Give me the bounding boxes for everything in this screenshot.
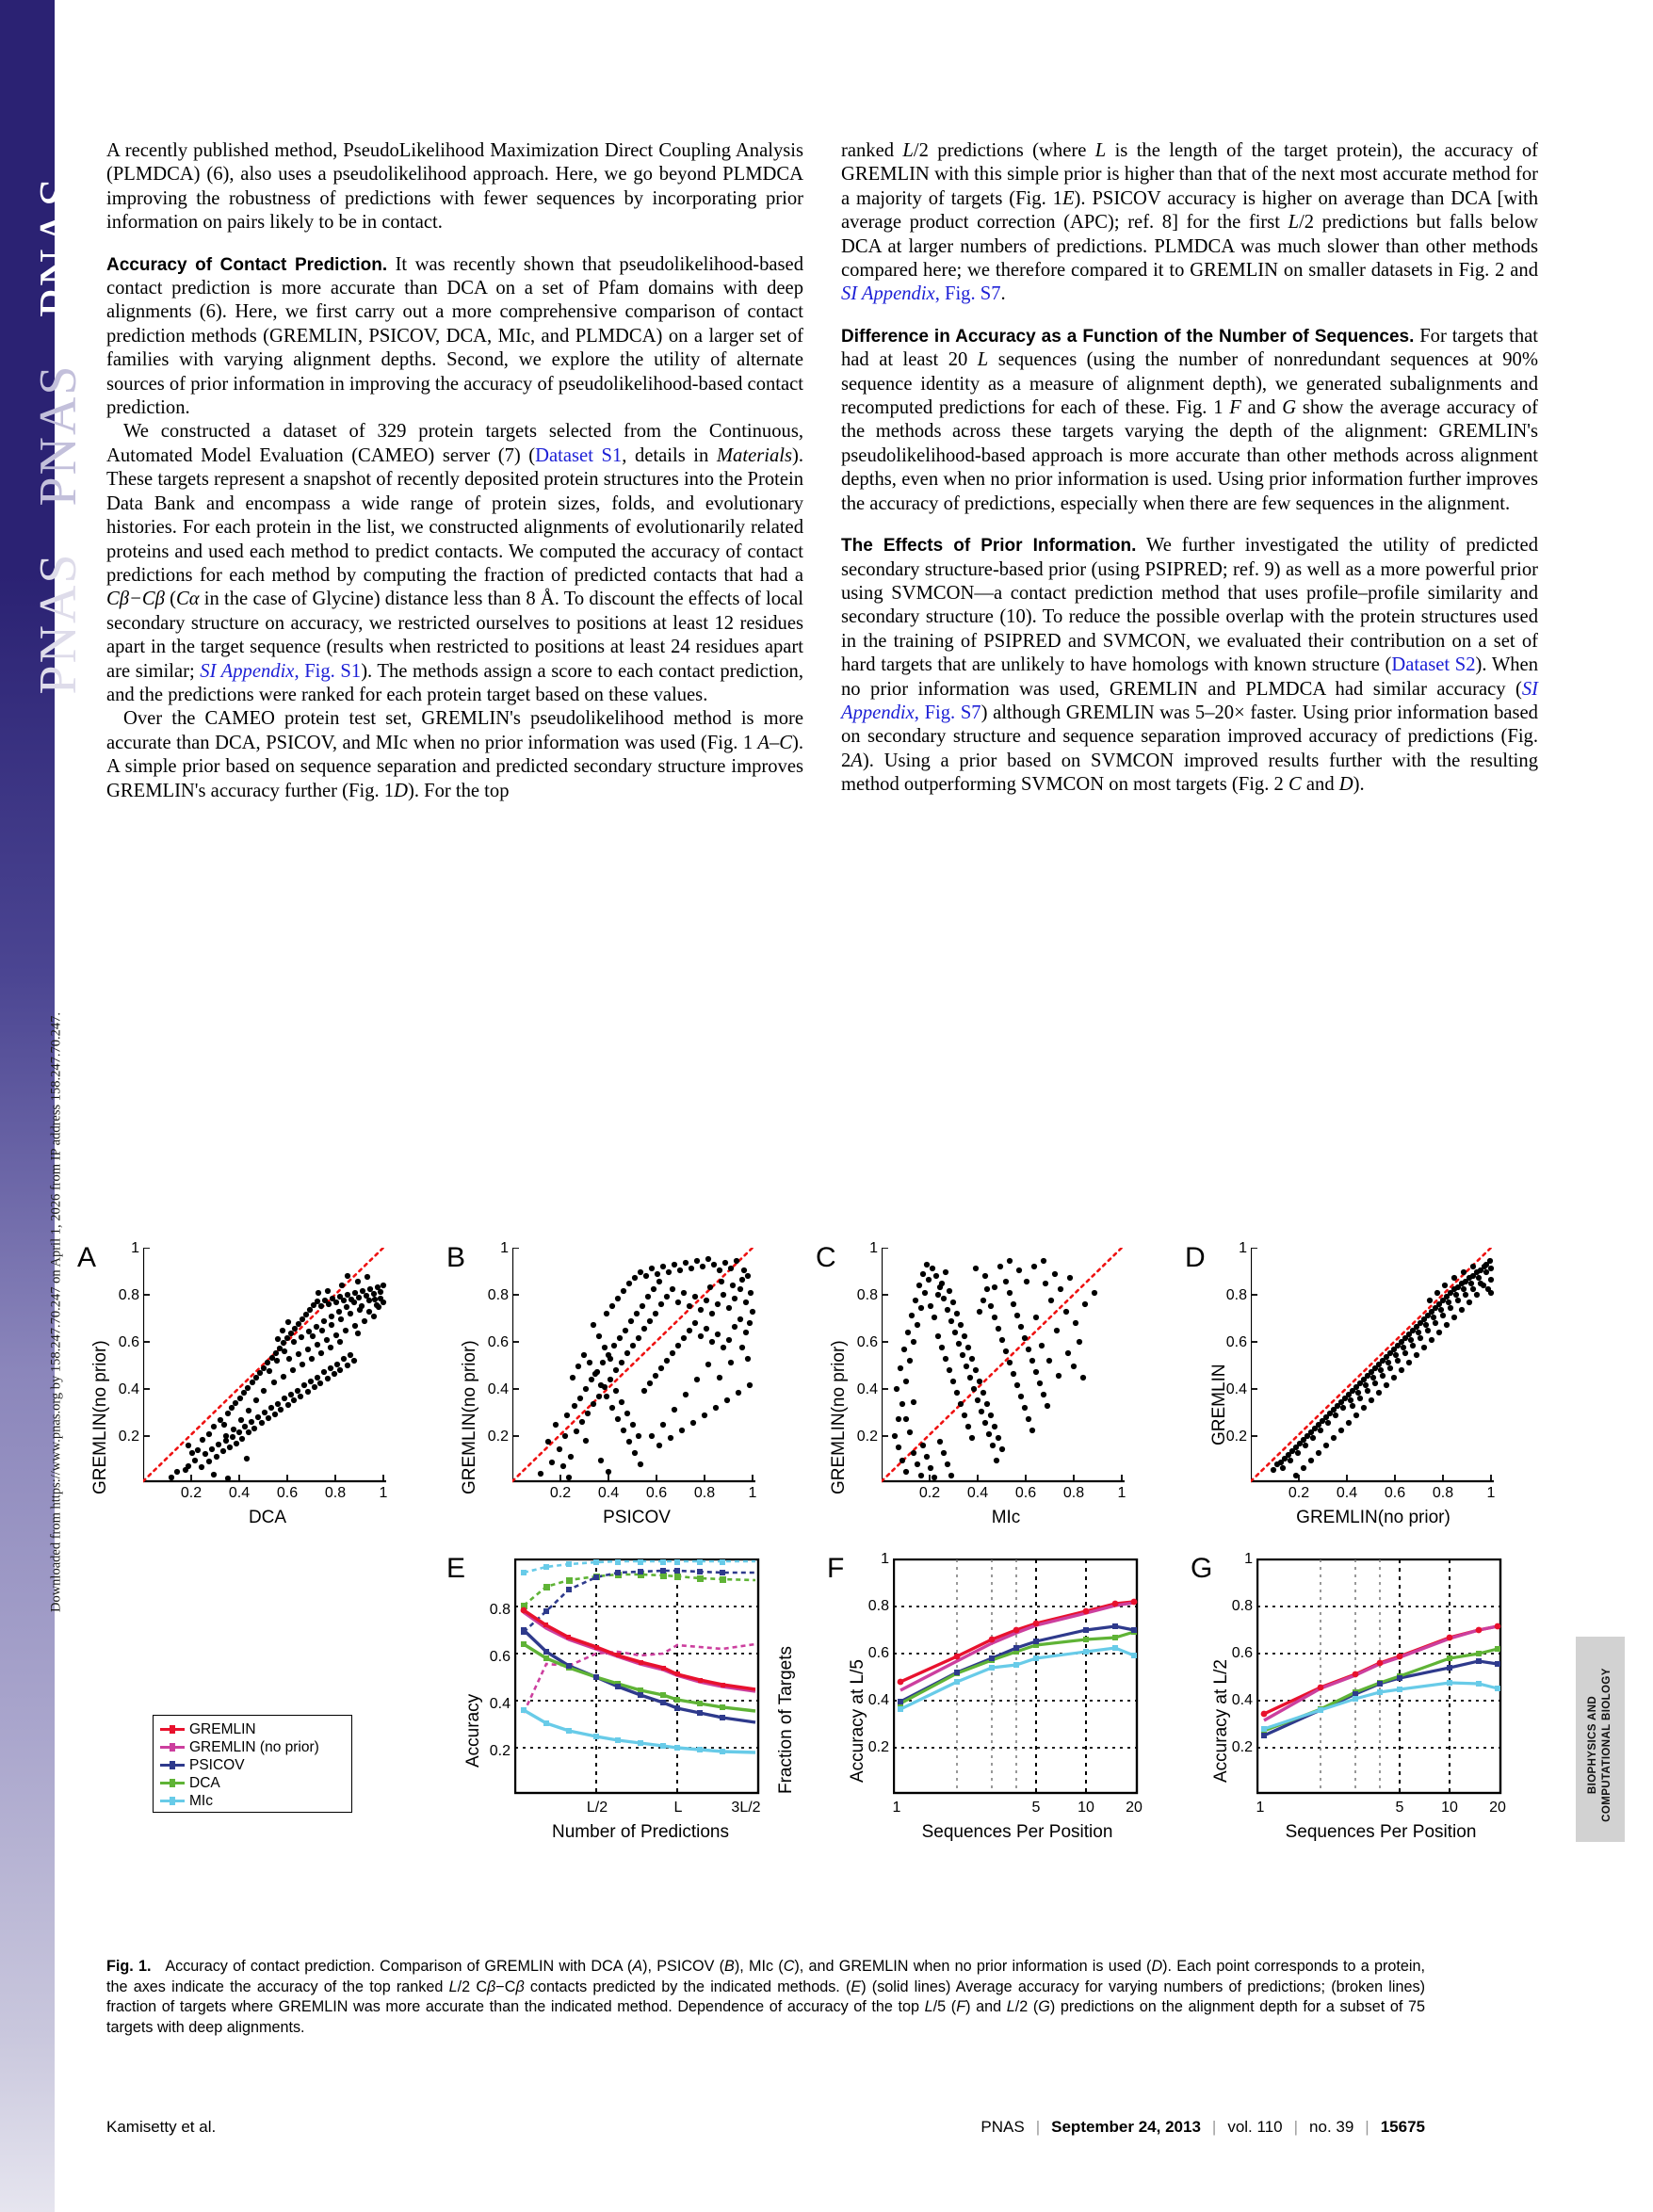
- panel-D-xtick-1: 1: [1486, 1485, 1496, 1501]
- panel-A-xtick-08: 0.8: [324, 1485, 347, 1501]
- panel-D-plot-area: [1251, 1248, 1496, 1483]
- download-provenance-note: Downloaded from https://www.pnas.org by 158.247.70.247 on April 1, 2026 from IP address 158.247.70.247.: [48, 1011, 64, 1613]
- link-si-appendix-fig-s7b[interactable]: SI Appendix: [841, 678, 1538, 723]
- panel-G-xtick-5: 5: [1395, 1800, 1404, 1816]
- panel-E-xtick-L: L: [673, 1800, 683, 1816]
- panel-A-letter: A: [77, 1242, 97, 1273]
- panel-C-ytick-08: 0.8: [856, 1287, 878, 1303]
- panel-C-ytick-1: 1: [869, 1240, 878, 1256]
- materials-ref: Materials: [716, 444, 792, 466]
- panel-F-xtick-10: 10: [1078, 1800, 1094, 1816]
- footer-date: September 24, 2013: [1051, 2118, 1201, 2136]
- figure-1: [77, 1240, 1564, 1940]
- pnas-logo-watermark-fade2: PNAS: [29, 552, 88, 695]
- panel-A-ytick-06: 0.6: [118, 1334, 139, 1350]
- panel-B-ylabel: GREMLIN(no prior): [460, 1340, 479, 1494]
- panel-D-ytick-06: 0.6: [1225, 1334, 1247, 1350]
- paragraph-dataset-construction: We constructed a dataset of 329 protein targets selected from the Continuous, Automated Model Evaluation (CAMEO) server (7) (Dataset S1, details in Materials). These targets represent a snapshot of recently deposited protein structures into the Protein Data Bank and encompass a wide range of protein sizes, folds, and evolutionary histories. For each protein in the list, we constructed alignments of evolutionarily related proteins and used each method to predict contacts. We computed the accuracy of contact predictions for each method by computing the fraction of predicted contacts that had a Cβ−Cβ (Cα in the case of Glycine) distance less than 8 Å. To discount the effects of local secondary structure on accuracy, we restricted ourselves to positions at least 12 residues apart in the target sequence (results when restricted to positions at least 24 residues apart are similar; SI Appendix, Fig. S1). The methods assign a score to each contact prediction, and the predictions were ranked for each protein target based on these values.: [106, 421, 804, 705]
- panel-E-ylabel-right: Fraction of Targets: [776, 1645, 796, 1794]
- panel-C-ytick-06: 0.6: [856, 1334, 878, 1350]
- panel-B-plot-area: [512, 1248, 757, 1483]
- page-footer: [106, 2118, 1425, 2137]
- panel-A-xtick-1: 1: [379, 1485, 388, 1501]
- panel-C-ytick-02: 0.2: [856, 1429, 878, 1445]
- panel-C-xlabel: MIc: [991, 1508, 1021, 1527]
- panel-A-xtick-06: 0.6: [276, 1485, 299, 1501]
- panel-E-letter: E: [446, 1553, 466, 1584]
- panel-C-ylabel: GREMLIN(no prior): [829, 1340, 849, 1494]
- body-text-left-column: [106, 139, 803, 803]
- paragraph-cameo-results: Over the CAMEO protein test set, GREMLIN's pseudolikelihood method is more accurate than DCA, PSICOV, and MIc when no prior information was used (Fig. 1 A–C). A simple prior based on sequence separation and predicted secondary structure improves GREMLIN's accuracy further (Fig. 1D). For the top: [106, 708, 803, 801]
- paragraph-ranked-predictions: ranked L/2 predictions (where L is the length of the target protein), the accuracy of GREMLIN with this simple prior is higher than that of the next most accurate method for a majority of targets (Fig. 1E). PSICOV accuracy is higher on average than DCA [with average product correction (APC); ref. 8] for the first L/2 predictions but falls below DCA at larger numbers of predictions. PLMDCA was much slower than other methods compared here; we therefore compared it to GREMLIN on smaller datasets in Fig. 2 and SI Appendix, Fig. S7.: [841, 140, 1539, 305]
- panel-B-xtick-08: 0.8: [693, 1485, 716, 1501]
- panel-D-xtick-06: 0.6: [1384, 1485, 1406, 1501]
- footer-authors: Kamisetty et al.: [106, 2118, 217, 2136]
- pnas-logo-watermark-fade1: PNAS: [29, 363, 88, 507]
- panel-G-ytick-06: 0.6: [1231, 1645, 1253, 1661]
- legend-label-mic: MIc: [189, 1792, 213, 1809]
- panel-A-xtick-02: 0.2: [180, 1485, 203, 1501]
- paragraph-plmdca-intro: A recently published method, PseudoLikelihood Maximization Direct Coupling Analysis (PLMDCA) (6), also uses a pseudolikelihood approach. Here, we go beyond PLMDCA improving the robustness of predictions with fewer sequences by incorporating prior information on pairs likely to be in contact.: [106, 140, 803, 234]
- panel-C-xtick-1: 1: [1117, 1485, 1126, 1501]
- panel-C-xtick-06: 0.6: [1014, 1485, 1037, 1501]
- panel-E-ytick-02: 0.2: [489, 1743, 510, 1759]
- panel-F-xtick-20: 20: [1126, 1800, 1143, 1816]
- panel-B-xtick-04: 0.4: [597, 1485, 620, 1501]
- figure-caption-body: Accuracy of contact prediction. Comparison of GREMLIN with DCA (A), PSICOV (B), MIc (C), and GREMLIN when no prior information is used (D). Each point corresponds to a protein, the axes indicate the accuracy of the top ranked L/2 Cβ−Cβ contacts predicted by the indicated methods. (E) (solid lines) Average accuracy for varying numbers of predictions; (broken lines) fraction of targets where GREMLIN was more accurate than the indicated method. Dependence of accuracy of the top L/5 (F) and L/2 (G) predictions on the alignment depth for a subset of 75 targets with deep alignments.: [106, 1958, 1425, 2036]
- panel-E-ytick-08: 0.8: [489, 1602, 510, 1618]
- panel-B-ytick-04: 0.4: [487, 1381, 509, 1397]
- panel-G-ytick-1: 1: [1244, 1551, 1253, 1567]
- legend-label-gremlin-no-prior: GREMLIN (no prior): [189, 1738, 319, 1755]
- legend-swatch-gremlin-icon: [160, 1728, 185, 1732]
- footer-separator-1: |: [1035, 2118, 1041, 2136]
- panel-A-ytick-1: 1: [131, 1240, 139, 1256]
- panel-G-xtick-1: 1: [1256, 1800, 1265, 1816]
- panel-D-ytick-08: 0.8: [1225, 1287, 1247, 1303]
- panel-D-letter: D: [1185, 1242, 1206, 1273]
- panel-A-ytick-08: 0.8: [118, 1287, 139, 1303]
- section-heading-difference: Difference in Accuracy as a Function of the Number of Sequences.: [841, 326, 1415, 347]
- figure-legend-box: [153, 1715, 352, 1813]
- panel-B-letter: B: [446, 1242, 466, 1273]
- link-si-appendix-fig-s1[interactable]: SI Appendix: [200, 660, 295, 682]
- panel-D-xtick-02: 0.2: [1288, 1485, 1310, 1501]
- panel-E-ylabel: Accuracy: [463, 1693, 483, 1768]
- link-dataset-s2[interactable]: Dataset S2: [1391, 654, 1476, 676]
- legend-label-dca: DCA: [189, 1774, 220, 1791]
- panel-G-letter: G: [1191, 1553, 1213, 1584]
- panel-F-xtick-5: 5: [1031, 1800, 1041, 1816]
- panel-A-ytick-04: 0.4: [118, 1381, 139, 1397]
- footer-journal: PNAS: [980, 2118, 1025, 2136]
- figure-caption-label: Fig. 1.: [106, 1958, 152, 1975]
- panel-A-xtick-04: 0.4: [228, 1485, 251, 1501]
- panel-B-ytick-02: 0.2: [487, 1429, 509, 1445]
- panel-G-ytick-02: 0.2: [1231, 1739, 1253, 1755]
- section-effects-of-prior-information: The Effects of Prior Information. We further investigated the utility of predicted secondary structure-based prior (using PSIPRED; ref. 9) as well as a more powerful prior using SVMCON—a contact prediction method that uses profile–profile similarity and secondary structure (10). To reduce the possible overlap with the protein structures used in the training of PSIPRED and SVMCON, we evaluated their contribution on a set of hard targets that are unlikely to have homologs with known structure (Dataset S2). When no prior information was used, GREMLIN and PLMDCA had similar accuracy (SI Appendix, Fig. S7) although GREMLIN was 5–20× faster. Using prior information based on secondary structure and sequence separation improved accuracy of predictions (Fig. 2A). Using a prior based on SVMCON improved results further with the resulting method outperforming SVMCON on most targets (Fig. 2 C and D).: [841, 535, 1538, 796]
- link-si-appendix-fig-s7a[interactable]: SI Appendix: [841, 283, 935, 305]
- pnas-logo-watermark: PNAS: [29, 175, 88, 318]
- footer-separator-3: |: [1293, 2118, 1299, 2136]
- footer-issue: no. 39: [1309, 2118, 1354, 2136]
- panel-F-xlabel: Sequences Per Position: [921, 1822, 1113, 1842]
- panel-D-ytick-1: 1: [1239, 1240, 1247, 1256]
- legend-item-psicov: [160, 1756, 345, 1774]
- panel-D-ytick-02: 0.2: [1225, 1429, 1247, 1445]
- link-dataset-s1[interactable]: Dataset S1: [535, 444, 623, 466]
- panel-A-ytick-02: 0.2: [118, 1429, 139, 1445]
- section-category-line1: BIOPHYSICS AND: [1587, 1695, 1598, 1795]
- footer-citation: [980, 2118, 1425, 2137]
- panel-C-plot-area: [882, 1248, 1126, 1483]
- panel-G-ylabel: Accuracy at L/2: [1211, 1659, 1231, 1783]
- panel-D-ytick-04: 0.4: [1225, 1381, 1247, 1397]
- panel-D-xtick-08: 0.8: [1432, 1485, 1454, 1501]
- legend-item-gremlin: [160, 1720, 345, 1738]
- legend-swatch-mic-icon: [160, 1800, 185, 1803]
- panel-G-ytick-08: 0.8: [1231, 1598, 1253, 1614]
- legend-item-mic: [160, 1792, 345, 1810]
- footer-separator-4: |: [1365, 2118, 1369, 2136]
- panel-F-ylabel: Accuracy at L/5: [848, 1659, 867, 1783]
- panel-D-xlabel: GREMLIN(no prior): [1296, 1508, 1450, 1527]
- panel-E-xtick-Lhalf: L/2: [586, 1800, 608, 1816]
- legend-swatch-psicov-icon: [160, 1764, 185, 1768]
- legend-swatch-dca-icon: [160, 1782, 185, 1785]
- panel-E-xtick-3Lhalf: 3L/2: [731, 1800, 761, 1816]
- panel-E-ytick-04: 0.4: [489, 1696, 510, 1712]
- panel-B-xlabel: PSICOV: [603, 1508, 671, 1527]
- legend-label-gremlin: GREMLIN: [189, 1720, 256, 1737]
- panel-A-ylabel: GREMLIN(no prior): [90, 1340, 110, 1494]
- panel-F-ytick-06: 0.6: [867, 1645, 889, 1661]
- panel-F-ytick-08: 0.8: [867, 1598, 889, 1614]
- panel-C-xtick-02: 0.2: [918, 1485, 941, 1501]
- section-accuracy-of-contact-prediction: Accuracy of Contact Prediction. It was recently shown that pseudolikelihood-based contact prediction is more accurate than DCA on a set of Pfam domains with deep alignments (6). Here, we first carry out a more comprehensive comparison of contact prediction methods (GREMLIN, PSICOV, DCA, MIc, and PLMDCA) on a larger set of families with varying alignment depths. Second, we explore the utility of alternate sources of prior information in improving the accuracy of pseudolikelihood-based contact prediction.: [106, 253, 804, 419]
- panel-E-plot-area: [514, 1558, 761, 1796]
- panel-C-xtick-08: 0.8: [1062, 1485, 1085, 1501]
- section-category-line2: COMPUTATIONAL BIOLOGY: [1601, 1668, 1612, 1822]
- body-text-right-column: [841, 139, 1538, 798]
- legend-label-psicov: PSICOV: [189, 1756, 245, 1773]
- panel-A-xlabel: DCA: [248, 1508, 287, 1527]
- panel-B-ytick-1: 1: [500, 1240, 509, 1256]
- panel-D-ylabel: GREMLIN: [1209, 1364, 1229, 1445]
- panel-B-xtick-02: 0.2: [549, 1485, 572, 1501]
- panel-C-xtick-04: 0.4: [966, 1485, 989, 1501]
- panel-G-xtick-10: 10: [1441, 1800, 1458, 1816]
- panel-G-plot-area: [1256, 1558, 1503, 1796]
- legend-item-dca: [160, 1774, 345, 1792]
- legend-swatch-gremlin-no-prior-icon: [160, 1746, 185, 1750]
- panel-B-ytick-08: 0.8: [487, 1287, 509, 1303]
- panel-B-xtick-06: 0.6: [645, 1485, 668, 1501]
- panel-F-ytick-04: 0.4: [867, 1692, 889, 1708]
- panel-F-letter: F: [827, 1553, 845, 1584]
- panel-B-ytick-06: 0.6: [487, 1334, 509, 1350]
- panel-C-ytick-04: 0.4: [856, 1381, 878, 1397]
- panel-C-letter: C: [816, 1242, 836, 1273]
- panel-E-ytick-06: 0.6: [489, 1649, 510, 1665]
- panel-F-plot-area: [893, 1558, 1140, 1796]
- figure-1-caption: [106, 1957, 1425, 2038]
- panel-G-xlabel: Sequences Per Position: [1285, 1822, 1477, 1842]
- panel-D-xtick-04: 0.4: [1336, 1485, 1358, 1501]
- legend-item-gremlin-no-prior: [160, 1738, 345, 1756]
- panel-E-xlabel: Number of Predictions: [552, 1822, 729, 1842]
- panel-F-xtick-1: 1: [892, 1800, 901, 1816]
- section-heading-accuracy: Accuracy of Contact Prediction.: [106, 254, 388, 275]
- panel-F-ytick-02: 0.2: [867, 1739, 889, 1755]
- footer-separator-2: |: [1211, 2118, 1217, 2136]
- section-heading-effects: The Effects of Prior Information.: [841, 536, 1137, 557]
- footer-volume: vol. 110: [1227, 2118, 1283, 2136]
- panel-A-plot-area: [143, 1248, 388, 1483]
- panel-B-xtick-1: 1: [748, 1485, 757, 1501]
- footer-page-number: 15675: [1380, 2118, 1425, 2136]
- section-difference-in-accuracy: Difference in Accuracy as a Function of the Number of Sequences. For targets that had at least 20 L sequences (using the number of nonredundant sequences at 90% sequence identity as a measure of alignment depth), we generated subalignments and recomputed predictions for each of these. Fig. 1 F and G show the average accuracy of the methods across these targets varying the depth of the alignment: GREMLIN's pseudolikelihood-based approach is more accurate than other methods across alignment depths, even when no prior information is used. Using prior information further improves the accuracy of predictions, especially when there are few sequences in the alignment.: [841, 325, 1538, 514]
- panel-F-ytick-1: 1: [881, 1551, 889, 1567]
- panel-G-ytick-04: 0.4: [1231, 1692, 1253, 1708]
- panel-G-xtick-20: 20: [1489, 1800, 1506, 1816]
